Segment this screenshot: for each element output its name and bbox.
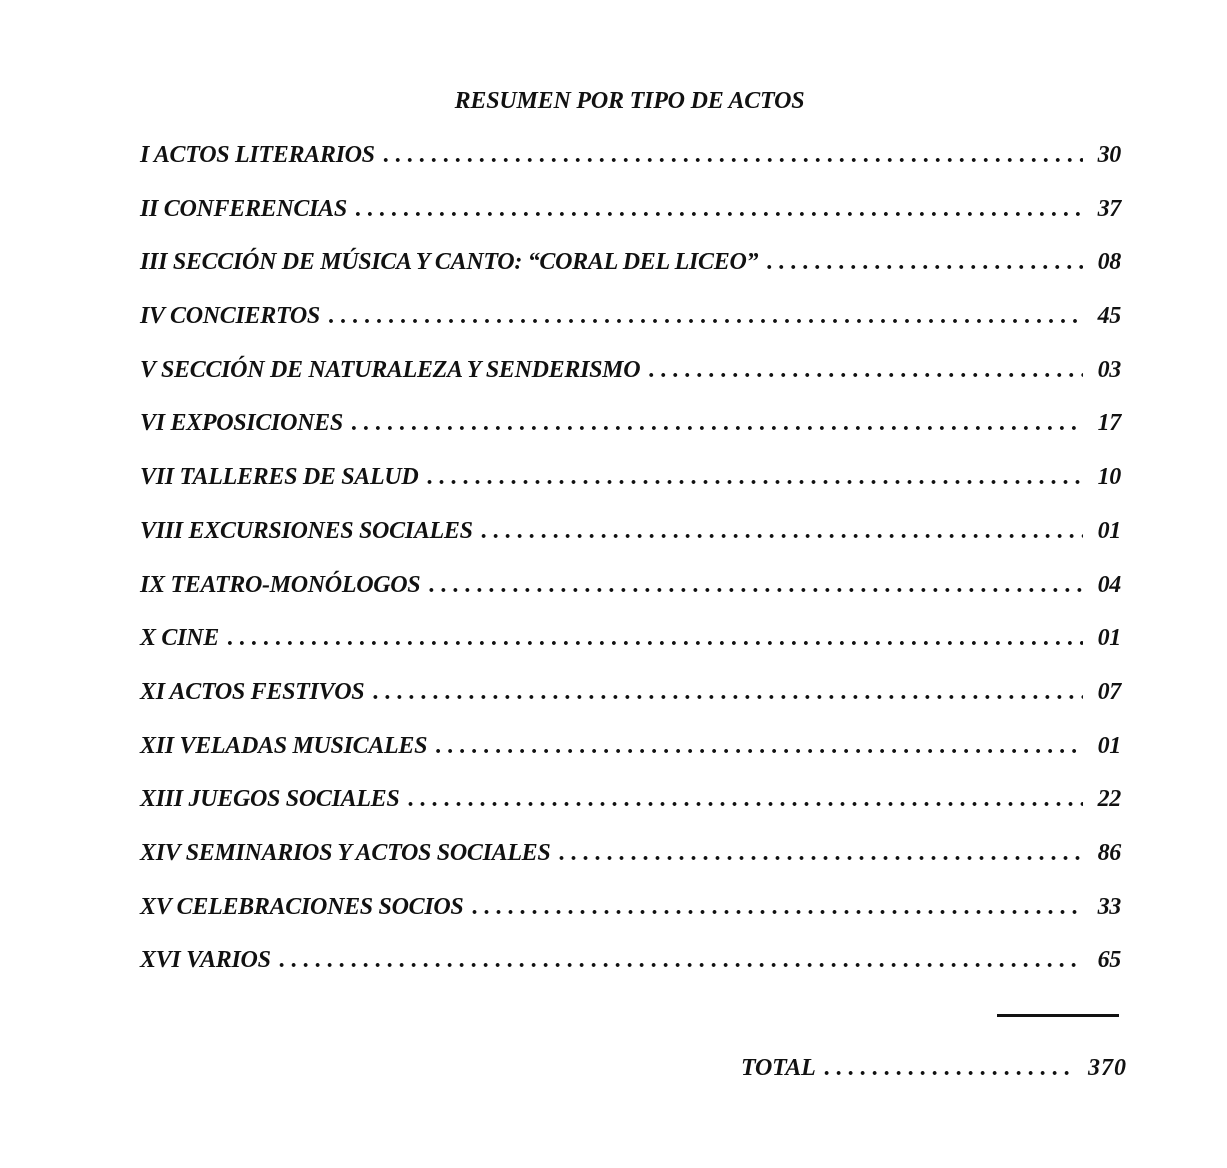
entry-count: 07 xyxy=(1097,678,1121,705)
dot-leader xyxy=(355,194,1083,224)
dot-leader xyxy=(558,838,1083,868)
total-row xyxy=(741,1053,1127,1083)
list-item xyxy=(140,247,1121,301)
activity-summary-list xyxy=(140,140,1121,999)
entry-label: I ACTOS LITERARIOS xyxy=(140,142,375,168)
list-item xyxy=(140,892,1121,946)
list-item xyxy=(140,838,1121,892)
list-item xyxy=(140,784,1121,838)
entry-count: 17 xyxy=(1097,410,1121,437)
list-item xyxy=(140,301,1121,355)
entry-label: V SECCIÓN DE NATURALEZA Y SENDERISMO xyxy=(140,356,641,383)
entry-label: XIII JUEGOS SOCIALES xyxy=(140,786,400,813)
total-divider xyxy=(997,1014,1119,1017)
page-title: RESUMEN POR TIPO DE ACTOS xyxy=(454,88,805,114)
entry-count: 37 xyxy=(1097,195,1121,222)
entry-count: 03 xyxy=(1097,356,1121,383)
entry-count: 86 xyxy=(1097,839,1121,866)
dot-leader xyxy=(471,892,1083,922)
entry-count: 04 xyxy=(1097,571,1121,598)
entry-count: 01 xyxy=(1097,732,1121,759)
list-item xyxy=(140,355,1121,409)
list-item xyxy=(140,731,1121,785)
entry-count: 10 xyxy=(1097,464,1121,491)
entry-count: 01 xyxy=(1097,625,1121,652)
dot-leader xyxy=(279,945,1083,975)
entry-count: 45 xyxy=(1097,303,1121,330)
dot-leader xyxy=(351,408,1083,438)
dot-leader xyxy=(426,462,1083,492)
list-item xyxy=(140,945,1121,999)
list-item xyxy=(140,677,1121,731)
dot-leader xyxy=(648,355,1083,385)
dot-leader xyxy=(227,623,1083,653)
dot-leader xyxy=(824,1053,1074,1083)
total-count: 370 xyxy=(1088,1055,1127,1081)
entry-label: IX TEATRO-MONÓLOGOS xyxy=(140,571,421,598)
entry-label: VI EXPOSICIONES xyxy=(140,410,343,437)
dot-leader xyxy=(428,570,1083,600)
entry-label: XVI VARIOS xyxy=(140,947,271,974)
entry-count: 33 xyxy=(1097,893,1121,920)
entry-count: 08 xyxy=(1097,249,1121,276)
list-item xyxy=(140,570,1121,624)
entry-label: III SECCIÓN DE MÚSICA Y CANTO: “CORAL DEL LICEO” xyxy=(140,249,759,276)
dot-leader xyxy=(407,784,1083,814)
dot-leader xyxy=(328,301,1083,331)
entry-count: 22 xyxy=(1097,786,1121,813)
dot-leader xyxy=(435,731,1083,761)
entry-label: XI ACTOS FESTIVOS xyxy=(140,678,365,705)
list-item xyxy=(140,140,1121,194)
entry-label: VIII EXCURSIONES SOCIALES xyxy=(140,517,473,544)
entry-count: 01 xyxy=(1097,517,1121,544)
entry-label: XII VELADAS MUSICALES xyxy=(140,732,428,759)
entry-label: II CONFERENCIAS xyxy=(140,195,347,222)
entry-label: X CINE xyxy=(140,625,219,652)
list-item xyxy=(140,408,1121,462)
list-item xyxy=(140,462,1121,516)
entry-count: 65 xyxy=(1097,947,1121,974)
list-item xyxy=(140,623,1121,677)
total-label: TOTAL xyxy=(741,1055,816,1081)
dot-leader xyxy=(372,677,1083,707)
entry-label: XV CELEBRACIONES SOCIOS xyxy=(140,893,464,920)
dot-leader xyxy=(481,516,1083,546)
entry-label: IV CONCIERTOS xyxy=(140,303,320,330)
list-item xyxy=(140,516,1121,570)
dot-leader xyxy=(383,140,1083,170)
entry-label: XIV SEMINARIOS Y ACTOS SOCIALES xyxy=(140,839,551,866)
dot-leader xyxy=(766,247,1083,277)
entry-label: VII TALLERES DE SALUD xyxy=(140,464,419,491)
list-item xyxy=(140,194,1121,248)
entry-count: 30 xyxy=(1097,142,1121,168)
